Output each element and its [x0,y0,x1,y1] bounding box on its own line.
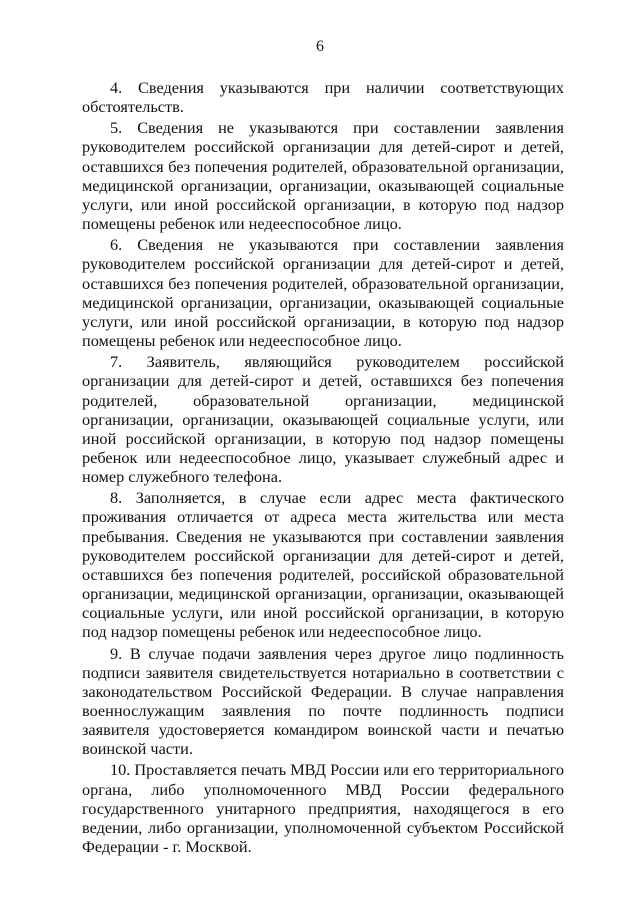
note-paragraph-4: 4. Сведения указываются при наличии соответствующих обстоятельств. [82,78,564,117]
note-paragraph-9: 9. В случае подачи заявления через другое лицо подлинность подписи заявителя свидетельствуется нотариально в соответствии с законодательством Российской Федерации. В случае направления военнослужащим заявления по почте подлинность подписи заявителя удостоверяется командиром воинской части и печатью воинской части. [82,643,564,759]
note-paragraph-10: 10. Проставляется печать МВД России или его территориального органа, либо уполномоченного МВД России федерального государственного унитарного предприятия, находящегося в его ведении, либо организации, уполномоченной субъектом Российской Федерации - г. Москвой. [82,760,564,857]
note-paragraph-5: 5. Сведения не указываются при составлении заявления руководителем российской организации для детей-сирот и детей, оставшихся без попечения родителей, образовательной организации, медицинской организации, организации, оказывающей социальные услуги, или иной российской организации, в которую под надзор помещены ребенок или недееспособное лицо. [82,118,564,234]
document-body [82,78,564,858]
note-paragraph-7: 7. Заявитель, являющийся руководителем российской организации для детей-сирот и детей, оставшихся без попечения родителей, образовательной организации, медицинской организации, организации, оказывающей социальные услуги, или иной российской организации, в которую под надзор помещены ребенок или недееспособное лицо, указывает служебный адрес и номер служебного телефона. [82,352,564,487]
page-number: 6 [316,38,324,55]
note-paragraph-8: 8. Заполняется, в случае если адрес места фактического проживания отличается от адреса места жительства или места пребывания. Сведения не указываются при составлении заявления руководителем российской организации для детей-сирот и детей, оставшихся без попечения родителей, российской образовательной организации, медицинской организации, организации, оказывающей социальные услуги, или иной российской организации, в которую под надзор помещены ребенок или недееспособное лицо. [82,488,564,642]
note-paragraph-6: 6. Сведения не указываются при составлении заявления руководителем российской организации для детей-сирот и детей, оставшихся без попечения родителей, образовательной организации, медицинской организации, организации, оказывающей социальные услуги, или иной российской организации, в которую под надзор помещены ребенок или недееспособное лицо. [82,235,564,351]
